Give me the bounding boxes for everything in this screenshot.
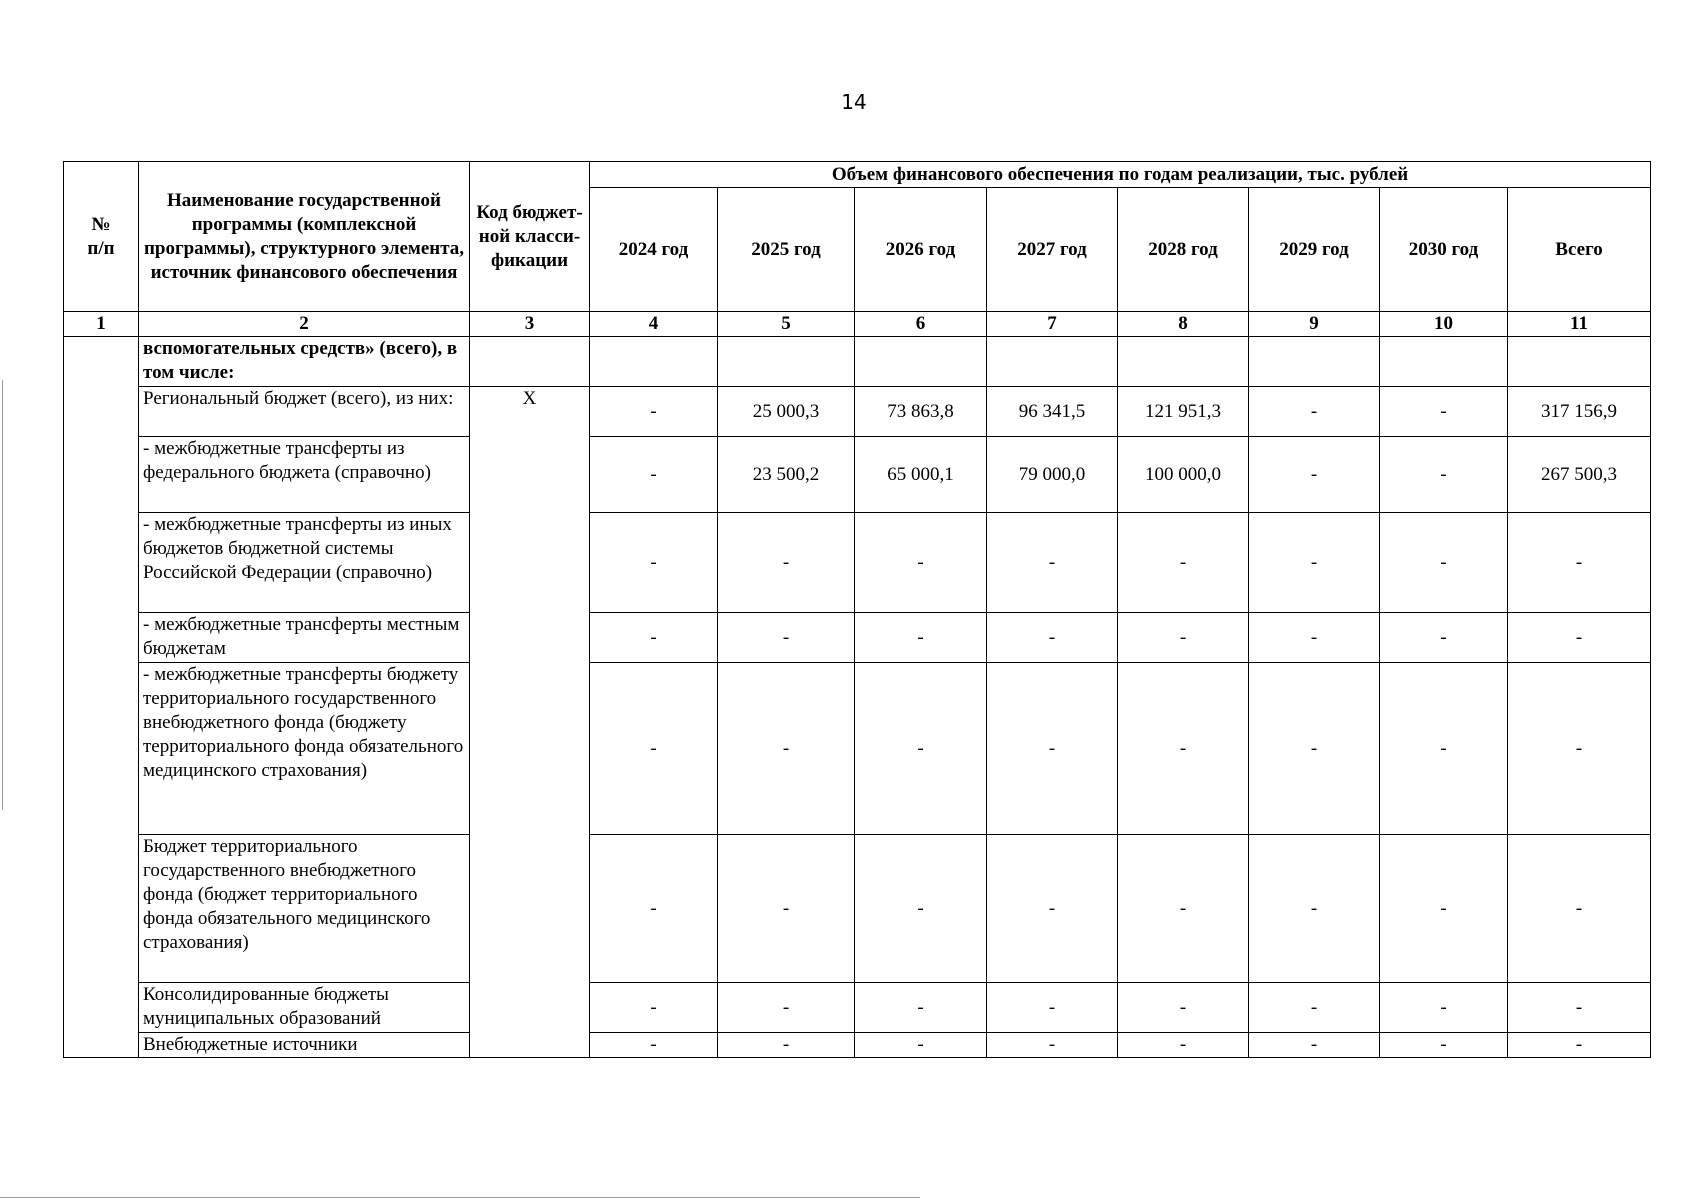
value-cell xyxy=(855,337,987,387)
value-cell: - xyxy=(590,663,718,835)
value-cell: 73 863,8 xyxy=(855,387,987,437)
value-cell: - xyxy=(590,613,718,663)
value-cell: - xyxy=(1118,663,1249,835)
value-cell xyxy=(718,337,855,387)
column-number: 6 xyxy=(855,312,987,337)
value-cell: - xyxy=(1249,613,1380,663)
column-number: 8 xyxy=(1118,312,1249,337)
value-cell: - xyxy=(1508,613,1651,663)
financing-table xyxy=(63,161,1651,1058)
value-cell: - xyxy=(1118,613,1249,663)
column-number-row xyxy=(64,312,1651,337)
value-cell: - xyxy=(718,663,855,835)
code-cell: X xyxy=(470,387,590,1058)
header-name: Наименование государственной программы (комплексной программы), структурного элемента, источник финансового обеспечения xyxy=(139,162,470,312)
value-cell: 25 000,3 xyxy=(718,387,855,437)
value-cell: - xyxy=(1380,983,1508,1033)
table-row xyxy=(64,983,1651,1033)
value-cell: 79 000,0 xyxy=(987,437,1118,513)
row-name: Бюджет территориального государственного внебюджетного фонда (бюджет территориального фонда обязательного медицинского страхования) xyxy=(139,835,470,983)
header-year: 2029 год xyxy=(1249,188,1380,312)
value-cell: - xyxy=(1508,513,1651,613)
column-number: 2 xyxy=(139,312,470,337)
value-cell: - xyxy=(1380,835,1508,983)
value-cell: - xyxy=(1380,1033,1508,1058)
value-cell xyxy=(590,337,718,387)
value-cell: - xyxy=(718,835,855,983)
header-total: Всего xyxy=(1508,188,1651,312)
value-cell xyxy=(1118,337,1249,387)
value-cell: 100 000,0 xyxy=(1118,437,1249,513)
scan-bottom-line xyxy=(0,1197,920,1198)
column-number: 7 xyxy=(987,312,1118,337)
header-year: 2024 год xyxy=(590,188,718,312)
column-number: 10 xyxy=(1380,312,1508,337)
row-name: Внебюджетные источники xyxy=(139,1033,470,1058)
value-cell: - xyxy=(1508,1033,1651,1058)
value-cell xyxy=(987,337,1118,387)
value-cell: - xyxy=(1508,983,1651,1033)
value-cell: 65 000,1 xyxy=(855,437,987,513)
row-number-cell xyxy=(64,337,139,1058)
header-year: 2025 год xyxy=(718,188,855,312)
value-cell: - xyxy=(1380,513,1508,613)
value-cell: - xyxy=(590,513,718,613)
header-year: 2028 год xyxy=(1118,188,1249,312)
value-cell: - xyxy=(1249,1033,1380,1058)
table-row xyxy=(64,835,1651,983)
value-cell: - xyxy=(1380,613,1508,663)
value-cell xyxy=(1249,337,1380,387)
value-cell: - xyxy=(1249,387,1380,437)
header-year: 2026 год xyxy=(855,188,987,312)
value-cell: - xyxy=(718,983,855,1033)
value-cell: - xyxy=(987,663,1118,835)
value-cell: - xyxy=(1249,437,1380,513)
value-cell: - xyxy=(987,1033,1118,1058)
header-year: 2030 год xyxy=(1380,188,1508,312)
value-cell: - xyxy=(1118,983,1249,1033)
value-cell: - xyxy=(987,613,1118,663)
value-cell: - xyxy=(718,513,855,613)
value-cell: - xyxy=(987,513,1118,613)
scan-edge-line xyxy=(2,380,3,810)
value-cell: - xyxy=(855,835,987,983)
value-cell: 96 341,5 xyxy=(987,387,1118,437)
table-row xyxy=(64,513,1651,613)
column-number: 11 xyxy=(1508,312,1651,337)
header-code: Код бюджет-ной класси-фикации xyxy=(470,162,590,312)
row-name: Консолидированные бюджеты муниципальных образований xyxy=(139,983,470,1033)
column-number: 1 xyxy=(64,312,139,337)
row-name: - межбюджетные трансферты бюджету территориального государственного внебюджетного фонда (бюджету территориального фонда обязательного медицинского страхования) xyxy=(139,663,470,835)
code-cell xyxy=(470,337,590,387)
value-cell: - xyxy=(987,983,1118,1033)
value-cell: - xyxy=(855,513,987,613)
value-cell: - xyxy=(987,835,1118,983)
value-cell: 317 156,9 xyxy=(1508,387,1651,437)
row-name: - межбюджетные трансферты из иных бюджетов бюджетной системы Российской Федерации (справочно) xyxy=(139,513,470,613)
value-cell: - xyxy=(1249,835,1380,983)
value-cell: 23 500,2 xyxy=(718,437,855,513)
table-row xyxy=(64,613,1651,663)
row-name: Региональный бюджет (всего), из них: xyxy=(139,387,470,437)
header-volume: Объем финансового обеспечения по годам реализации, тыс. рублей xyxy=(590,162,1651,188)
page-number: 14 xyxy=(841,90,867,114)
value-cell: 267 500,3 xyxy=(1508,437,1651,513)
header-number: № п/п xyxy=(64,162,139,312)
value-cell: - xyxy=(1380,437,1508,513)
value-cell: - xyxy=(718,1033,855,1058)
value-cell: - xyxy=(718,613,855,663)
value-cell: - xyxy=(1118,513,1249,613)
table-row xyxy=(64,387,1651,437)
value-cell: - xyxy=(590,835,718,983)
value-cell: - xyxy=(1249,663,1380,835)
column-number: 4 xyxy=(590,312,718,337)
row-name: - межбюджетные трансферты из федерального бюджета (справочно) xyxy=(139,437,470,513)
row-name: вспомогательных средств» (всего), в том числе: xyxy=(139,337,470,387)
value-cell: - xyxy=(1380,387,1508,437)
value-cell: - xyxy=(590,387,718,437)
row-name: - межбюджетные трансферты местным бюджетам xyxy=(139,613,470,663)
value-cell: - xyxy=(855,663,987,835)
value-cell: - xyxy=(1118,835,1249,983)
value-cell: - xyxy=(590,983,718,1033)
column-number: 5 xyxy=(718,312,855,337)
value-cell: - xyxy=(1508,835,1651,983)
table-row xyxy=(64,337,1651,387)
table-row xyxy=(64,663,1651,835)
value-cell: - xyxy=(590,1033,718,1058)
table-row xyxy=(64,1033,1651,1058)
value-cell: - xyxy=(1508,663,1651,835)
table-row xyxy=(64,437,1651,513)
value-cell: - xyxy=(590,437,718,513)
value-cell xyxy=(1380,337,1508,387)
value-cell: 121 951,3 xyxy=(1118,387,1249,437)
header-year: 2027 год xyxy=(987,188,1118,312)
value-cell: - xyxy=(855,613,987,663)
value-cell: - xyxy=(1249,513,1380,613)
value-cell: - xyxy=(855,983,987,1033)
column-number: 3 xyxy=(470,312,590,337)
value-cell: - xyxy=(1380,663,1508,835)
value-cell: - xyxy=(1118,1033,1249,1058)
value-cell: - xyxy=(855,1033,987,1058)
value-cell xyxy=(1508,337,1651,387)
column-number: 9 xyxy=(1249,312,1380,337)
value-cell: - xyxy=(1249,983,1380,1033)
